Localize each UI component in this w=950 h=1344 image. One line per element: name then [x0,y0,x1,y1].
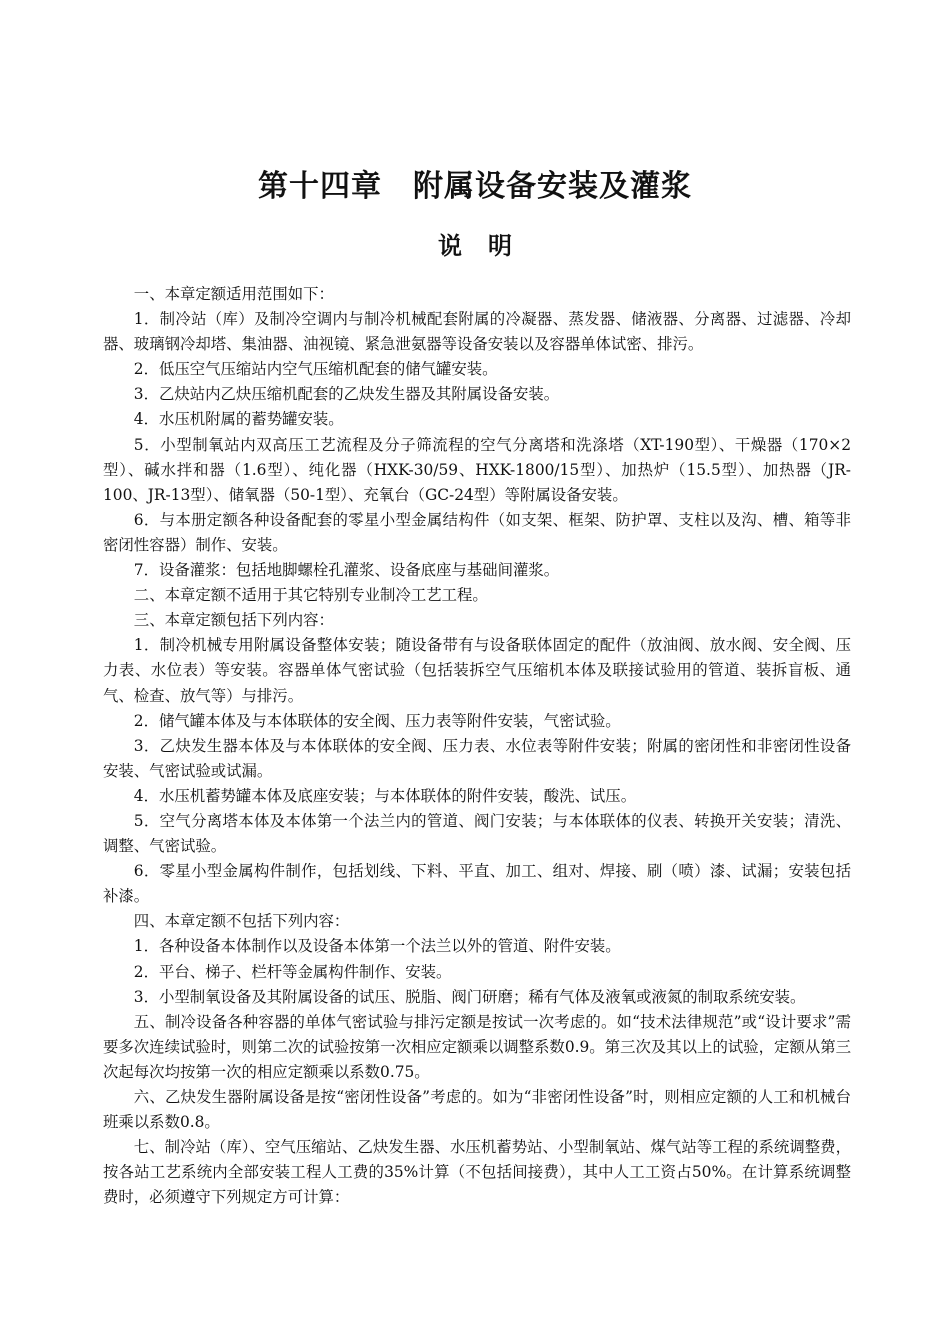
paragraph: 6．与本册定额各种设备配套的零星小型金属结构件（如支架、框架、防护罩、支柱以及沟、槽、箱等非密闭性容器）制作、安装。 [103,510,851,554]
paragraph: 3．乙炔站内乙炔压缩机配套的乙炔发生器及其附属设备安装。 [133,385,560,404]
paragraph: 1．各种设备本体制作以及设备本体第一个法兰以外的管道、附件安装。 [133,937,621,956]
paragraph: 7．设备灌浆：包括地脚螺栓孔灌浆、设备底座与基础间灌浆。 [133,561,560,580]
section-heading [0,228,950,264]
paragraph: 一、本章定额适用范围如下： [133,285,334,303]
chapter-heading [0,165,950,209]
paragraph: 二、本章定额不适用于其它特别专业制冷工艺工程。 [133,586,488,605]
paragraph: 七、制冷站（库）、空气压缩站、乙炔发生器、水压机蓄势站、小型制氧站、煤气站等工程的系统调整费，按各站工艺系统内全部安装工程人工费的35%计算（不包括间接费），其中人工工资占50%。在计算系统调整费时，必须遵守下列规定方可计算： [103,1138,851,1207]
paragraph: 2．储气罐本体及与本体联体的安全阀、压力表等附件安装，气密试验。 [133,711,621,730]
paragraph: 1．制冷站（库）及制冷空调内与制冷机械配套附属的冷凝器、蒸发器、储液器、分离器、过滤器、冷却器、玻璃钢冷却塔、集油器、油视镜、紧急泄氨器等设备安装以及容器单体试密、排污。 [103,310,851,354]
paragraph: 5．小型制氧站内双高压工艺流程及分子筛流程的空气分离塔和洗涤塔（XT-190型）、干燥器（170×2型）、碱水拌和器（1.6型）、纯化器（HXK-30/59、HXK-1800/15型）、加热炉（15.5型）、加热器（JR-100、JR-13型）、储氧器（50-1型）、充氧台（GC-24型）等附属设备安装。 [103,435,851,504]
chapter-number: 第十四章 [258,169,382,204]
section-title-char-2: 明 [488,231,512,260]
paragraph: 2．低压空气压缩站内空气压缩机配套的储气罐安装。 [133,360,498,379]
chapter-title: 附属设备安装及灌浆 [413,169,692,204]
paragraph: 四、本章定额不包括下列内容： [133,912,350,931]
paragraph: 3．乙炔发生器本体及与本体联体的安全阀、压力表、水位表等附件安装；附属的密闭性和非密闭性设备安装、气密试验或试漏。 [103,736,851,780]
paragraph: 4．水压机附属的蓄势罐安装。 [133,410,344,429]
paragraph: 五、制冷设备各种容器的单体气密试验与排污定额是按试一次考虑的。如“技术法律规范”或“设计要求”需要多次连续试验时，则第二次的试验按第一次相应定额乘以调整系数0.9。第三次及其以上的试验，定额从第三次起每次均按第一次的相应定额乘以系数0.75。 [103,1012,851,1081]
paragraph: 4．水压机蓄势罐本体及底座安装；与本体联体的附件安装，酸洗、试压。 [133,786,637,805]
body-text [103,282,851,1210]
paragraph: 6．零星小型金属构件制作，包括划线、下料、平直、加工、组对、焊接、刷（喷）漆、试漏；安装包括补漆。 [103,862,851,906]
paragraph: 六、乙炔发生器附属设备是按“密闭性设备”考虑的。如为“非密闭性设备”时，则相应定额的人工和机械台班乘以系数0.8。 [103,1088,851,1132]
paragraph: 1．制冷机械专用附属设备整体安装；随设备带有与设备联体固定的配件（放油阀、放水阀、安全阀、压力表、水位表）等安装。容器单体气密试验（包括装拆空气压缩机本体及联接试验用的管道、装拆盲板、通气、检查、放气等）与排污。 [103,636,851,705]
paragraph: 三、本章定额包括下列内容： [133,611,334,630]
paragraph: 3．小型制氧设备及其附属设备的试压、脱脂、阀门研磨；稀有气体及液氧或液氮的制取系统安装。 [133,987,806,1006]
paragraph: 2．平台、梯子、栏杆等金属构件制作、安装。 [133,962,452,981]
paragraph: 5．空气分离塔本体及本体第一个法兰内的管道、阀门安装；与本体联体的仪表、转换开关安装；清洗、调整、气密试验。 [103,811,851,856]
section-title-char-1: 说 [438,231,462,260]
